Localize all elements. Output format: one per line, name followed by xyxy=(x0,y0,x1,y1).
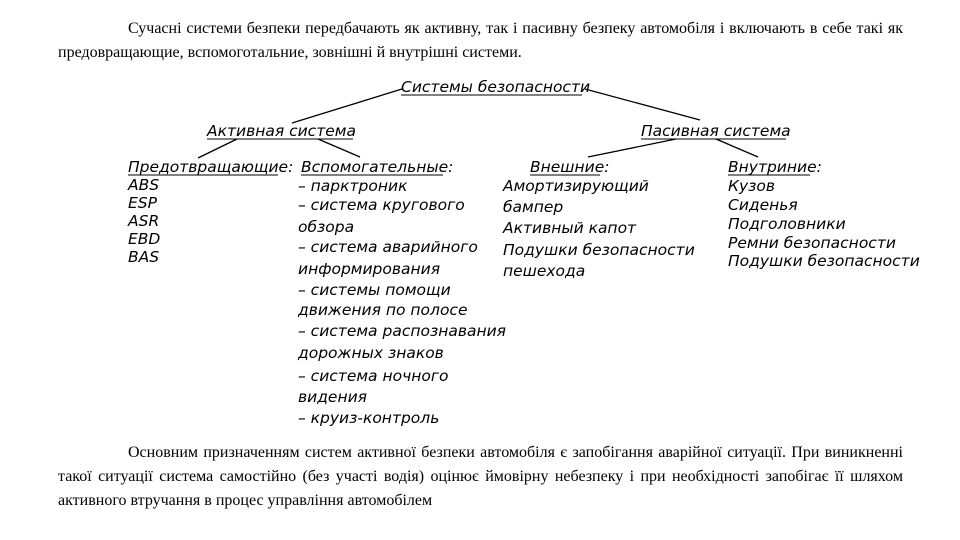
connector-passive-internal xyxy=(716,139,758,157)
auxiliary-line: информирования xyxy=(298,260,441,278)
external-title: Внешние: xyxy=(530,158,610,176)
passive-system-label: Пасивная система xyxy=(641,122,791,140)
auxiliary-list xyxy=(297,177,506,427)
auxiliary-line: – система распознавания xyxy=(298,322,506,340)
internal-item: Подушки безопасности xyxy=(728,252,920,270)
connector-active-preventive xyxy=(198,139,237,158)
connector-root-passive xyxy=(585,89,700,120)
connector-root-active xyxy=(292,89,402,123)
internal-list xyxy=(728,177,920,270)
external-line: Подушки безопасности xyxy=(503,241,695,259)
root-node-label: Системы безопасности xyxy=(401,78,591,96)
auxiliary-line: движения по полосе xyxy=(298,301,468,319)
preventive-list xyxy=(127,176,160,266)
external-line: Амортизирующий xyxy=(503,177,649,195)
auxiliary-line: видения xyxy=(298,388,367,406)
preventive-item: EBD xyxy=(128,230,161,248)
auxiliary-line: обзора xyxy=(298,218,355,236)
auxiliary-line: дорожных знаков xyxy=(298,344,444,362)
internal-item: Сиденья xyxy=(728,196,798,214)
internal-title: Внутриние: xyxy=(728,158,822,176)
connector-passive-external xyxy=(588,139,676,157)
intro-paragraph: Сучасні системи безпеки передбачають як активну, так і пасивну безпеку автомобіля і включають в себе такі як предовращающие, вспомоготальние, зовнішні й внутрішні системи. xyxy=(58,20,903,61)
preventive-item: BAS xyxy=(128,248,160,266)
external-line: Активный капот xyxy=(503,219,637,237)
preventive-item: ASR xyxy=(128,212,160,230)
safety-systems-diagram xyxy=(0,70,960,440)
auxiliary-line: – система кругового xyxy=(298,196,465,214)
preventive-title: Предотвращающие: xyxy=(128,158,294,176)
closing-paragraph: Основним призначенням систем активної безпеки автомобіля є запобігання аварійної ситуації. При виникненні такої ситуації система самостійно (без участі водія) оцінює ймовірну небезпеку і при необхідності запобігає її шляхом активного втручання в процес управління автомобілем xyxy=(58,444,903,509)
external-line: пешехода xyxy=(503,262,586,280)
external-list xyxy=(502,177,695,280)
auxiliary-line: – круиз-контроль xyxy=(298,409,440,427)
internal-item: Кузов xyxy=(728,177,776,195)
internal-item: Подголовники xyxy=(728,215,846,233)
auxiliary-line: – системы помощи xyxy=(298,281,451,299)
external-line: бампер xyxy=(503,198,564,216)
auxiliary-line: – парктроник xyxy=(298,177,408,195)
auxiliary-title: Вспомогательные: xyxy=(301,158,454,176)
auxiliary-line: – система аварийного xyxy=(298,238,478,256)
preventive-item: ESP xyxy=(128,194,157,212)
connector-active-auxiliary xyxy=(318,139,360,157)
preventive-item: ABS xyxy=(128,176,160,194)
internal-item: Ремни безопасности xyxy=(728,234,896,252)
active-system-label: Активная система xyxy=(207,122,356,140)
auxiliary-line: – система ночного xyxy=(298,367,449,385)
